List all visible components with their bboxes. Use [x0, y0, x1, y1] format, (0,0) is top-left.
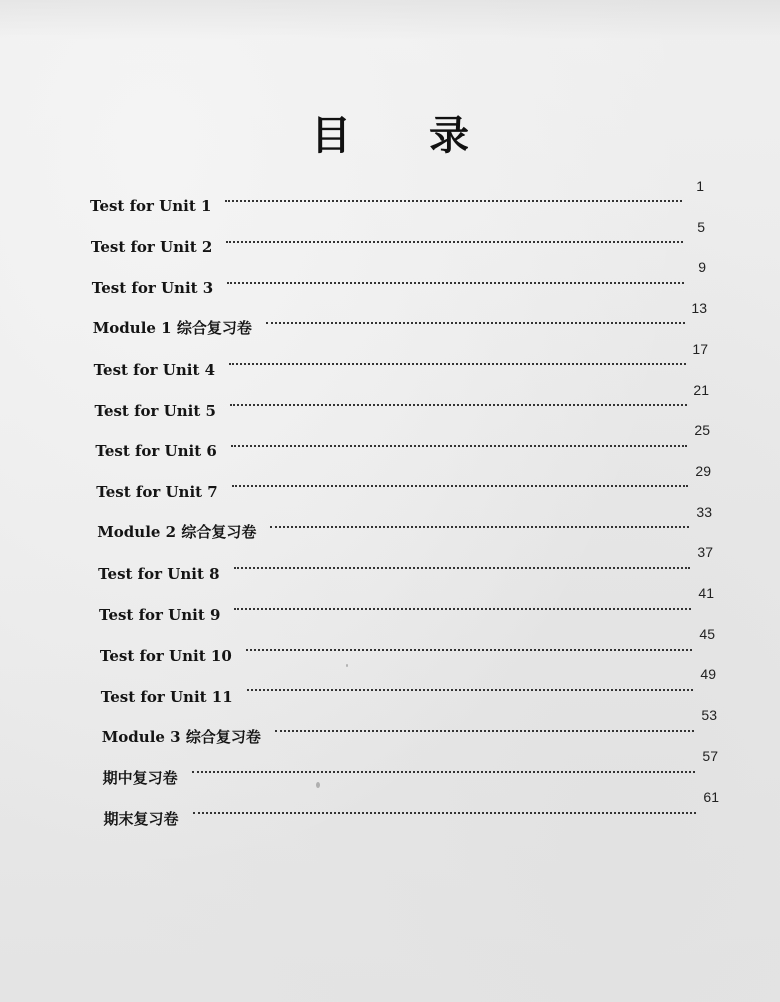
title-char-2: 录 [429, 112, 469, 159]
toc-entry-label: Test for Unit 4 [93, 360, 216, 379]
toc-entry-label: Test for Unit 6 [95, 442, 217, 461]
toc-dot-leader [246, 649, 692, 651]
toc-dot-leader [229, 363, 686, 365]
toc-page-number: 29 [695, 462, 711, 479]
toc-page-number: 13 [691, 300, 707, 317]
scan-speck [346, 664, 348, 667]
toc-page-number: 61 [703, 788, 719, 805]
toc-entry [99, 599, 220, 625]
toc-page-number: 25 [694, 422, 710, 439]
toc-entry-label: Test for Unit 2 [90, 237, 213, 256]
toc-page-number: 5 [697, 218, 705, 235]
toc-entry-label: Test for Unit 1 [90, 197, 212, 215]
toc-dot-leader [193, 812, 696, 814]
toc-entry [95, 435, 216, 461]
toc-entry-label: Module 3 综合复习卷 [101, 727, 261, 746]
toc-entry [101, 681, 233, 707]
toc-page-number: 53 [701, 707, 717, 724]
toc-page-number: 33 [696, 503, 712, 520]
toc-entry-label: Test for Unit 7 [96, 483, 218, 502]
toc-entry-label: Test for Unit 3 [91, 278, 214, 297]
toc-page-number: 41 [698, 585, 714, 601]
toc-entry [94, 354, 215, 380]
toc-entry [102, 722, 261, 748]
toc-dot-leader [234, 608, 691, 610]
toc-page-number: 17 [692, 340, 708, 357]
toc-dot-leader [226, 241, 683, 243]
toc-entry-label: Test for Unit 5 [94, 401, 216, 420]
toc-entry [104, 804, 179, 830]
toc-entry-label: Module 1 综合复习卷 [92, 318, 252, 337]
toc-entry [97, 517, 256, 543]
toc-dot-leader [227, 282, 684, 284]
toc-entry [90, 190, 211, 216]
toc-page-number: 57 [702, 747, 718, 764]
toc-entry [103, 763, 178, 789]
toc-dot-leader [275, 730, 694, 732]
toc-dot-leader [247, 689, 693, 691]
toc-dot-leader [231, 445, 688, 447]
toc-entry [100, 640, 232, 666]
toc-dot-leader [230, 404, 687, 406]
toc-entry-label: 期末复习卷 [103, 809, 179, 828]
toc-entry-label: 期中复习卷 [102, 768, 178, 787]
toc-page-number: 21 [693, 381, 709, 398]
toc-entry [93, 313, 252, 339]
toc-dot-leader [192, 771, 695, 773]
scan-speck [316, 782, 320, 788]
toc-page-number: 37 [697, 544, 713, 561]
toc-entry [95, 395, 216, 421]
toc-dot-leader [266, 322, 685, 324]
toc-entry [98, 558, 219, 584]
toc-page-number: 45 [699, 625, 715, 642]
toc-entry-label: Module 2 综合复习卷 [97, 523, 257, 542]
toc-dot-leader [225, 200, 682, 202]
toc-entry-label: Test for Unit 9 [99, 606, 221, 624]
toc-page-number: 1 [696, 178, 704, 194]
toc-page-number: 9 [698, 259, 706, 276]
toc-dot-leader [234, 567, 691, 569]
toc-entry [92, 272, 213, 298]
toc-entry [91, 231, 212, 257]
toc-page-number: 49 [700, 666, 716, 683]
toc-entry-label: Test for Unit 8 [98, 565, 220, 584]
toc-entry-label: Test for Unit 11 [100, 687, 233, 706]
toc-dot-leader [270, 526, 689, 528]
toc-entry-label: Test for Unit 10 [99, 646, 232, 665]
title-char-1: 目 [311, 112, 351, 159]
toc-entry [96, 476, 217, 502]
toc-dot-leader [232, 485, 689, 487]
